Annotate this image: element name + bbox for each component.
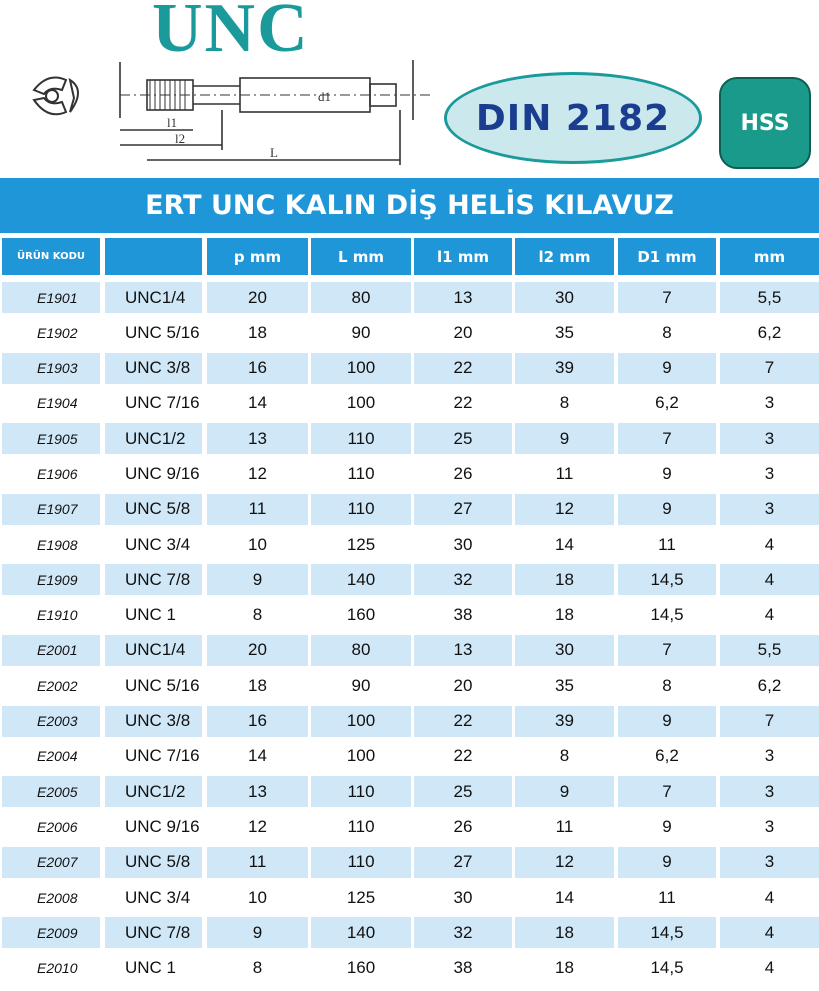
cell-p: 16 (207, 706, 308, 737)
cell-code: E1910 (37, 607, 78, 624)
cell-D1: 11 (658, 534, 676, 554)
cell-mm: 3 (764, 463, 775, 483)
cell-L: 110 (311, 776, 411, 807)
cell-p: 14 (248, 746, 267, 766)
cell-L: 140 (311, 564, 411, 595)
cell-size: UNC 7/16 (125, 393, 200, 413)
header (0, 0, 819, 178)
table-row (0, 739, 819, 774)
product-banner-title: ERT UNC KALIN DİŞ HELİS KILAVUZ (145, 190, 674, 221)
cell-code: E2001 (2, 635, 100, 666)
column-header-size (105, 238, 202, 275)
cell-size: UNC1/2 (105, 423, 202, 454)
cell-l2: 9 (515, 776, 614, 807)
table-row (0, 845, 819, 880)
cell-D1: 9 (618, 494, 716, 525)
cell-D1: 9 (618, 847, 716, 878)
cell-mm: 3 (720, 847, 819, 878)
cell-l2: 9 (515, 423, 614, 454)
cell-mm: 3 (720, 423, 819, 454)
cell-D1: 9 (618, 706, 716, 737)
table-row (0, 421, 819, 456)
cell-L: 125 (346, 534, 376, 554)
cell-l2: 18 (515, 917, 614, 948)
cell-mm: 4 (720, 917, 819, 948)
cell-code: E1902 (37, 324, 78, 341)
cell-size: UNC 7/8 (105, 917, 202, 948)
cell-l2: 30 (515, 282, 614, 313)
cell-size: UNC 3/4 (125, 887, 191, 907)
cell-L: 110 (347, 463, 375, 483)
cell-code: E2008 (37, 889, 78, 906)
cell-l1: 22 (453, 746, 473, 766)
column-header-code: ÜRÜN KODU (2, 238, 100, 275)
cell-size: UNC 1 (125, 958, 177, 978)
cell-L: 110 (311, 847, 411, 878)
cell-L: 110 (311, 494, 411, 525)
table-row (0, 951, 819, 986)
cell-p: 9 (207, 917, 308, 948)
table-row (0, 351, 819, 386)
cell-size: UNC1/4 (105, 635, 202, 666)
cell-l1: 20 (453, 675, 473, 695)
cell-l2: 11 (555, 816, 574, 836)
cell-L: 90 (351, 675, 371, 695)
tap-technical-drawing (0, 40, 440, 180)
cell-mm: 3 (720, 776, 819, 807)
label-l1: l1 (167, 115, 178, 130)
cell-D1: 8 (662, 322, 672, 342)
cell-p: 8 (252, 605, 263, 625)
cell-size: UNC 5/8 (105, 847, 202, 878)
column-header-p: p mm (207, 238, 308, 275)
cell-p: 10 (248, 534, 267, 554)
table-row (0, 668, 819, 703)
table-row (0, 315, 819, 350)
cell-code: E2010 (37, 960, 78, 977)
cell-p: 12 (248, 463, 267, 483)
cell-p: 16 (207, 353, 308, 384)
cell-code: E2004 (37, 748, 78, 765)
cell-code: E1903 (2, 353, 100, 384)
cell-D1: 9 (662, 816, 672, 836)
cell-mm: 4 (764, 887, 775, 907)
cell-l1: 32 (414, 917, 512, 948)
table-row (0, 809, 819, 844)
cell-size: UNC 9/16 (125, 463, 200, 483)
cell-p: 12 (248, 816, 267, 836)
cell-L: 100 (346, 746, 376, 766)
cell-p: 14 (248, 393, 267, 413)
product-table (0, 280, 819, 986)
cell-l2: 14 (555, 534, 574, 554)
cell-l1: 38 (453, 958, 473, 978)
cell-code: E2002 (37, 677, 78, 694)
cell-p: 9 (207, 564, 308, 595)
cell-l1: 30 (453, 887, 473, 907)
cell-l1: 13 (414, 635, 512, 666)
cell-p: 20 (207, 635, 308, 666)
cell-size: UNC 5/16 (125, 322, 200, 342)
cell-code: E1901 (2, 282, 100, 313)
cell-mm: 6,2 (757, 322, 782, 342)
cell-code: E1908 (37, 536, 78, 553)
column-header-l1: l1 mm (414, 238, 512, 275)
column-header-D1: D1 mm (618, 238, 716, 275)
cell-mm: 7 (720, 706, 819, 737)
hss-material-text: HSS (740, 110, 790, 136)
cell-p: 18 (248, 675, 267, 695)
cell-l1: 22 (414, 353, 512, 384)
cell-l2: 18 (555, 605, 574, 625)
cell-code: E1909 (2, 564, 100, 595)
cell-code: E1906 (37, 465, 78, 482)
column-header-mm: mm (720, 238, 819, 275)
cell-code: E1904 (37, 395, 78, 412)
label-L: L (270, 145, 278, 160)
cell-size: UNC 7/16 (125, 746, 200, 766)
cell-D1: 7 (618, 282, 716, 313)
cell-mm: 6,2 (757, 675, 782, 695)
cell-l2: 11 (555, 463, 574, 483)
cell-l1: 22 (414, 706, 512, 737)
cell-mm: 4 (764, 958, 775, 978)
cell-D1: 11 (658, 887, 676, 907)
cell-mm: 5,5 (720, 635, 819, 666)
table-row (0, 598, 819, 633)
cell-p: 18 (248, 322, 267, 342)
table-row (0, 280, 819, 315)
cell-mm: 5,5 (720, 282, 819, 313)
cell-D1: 7 (618, 423, 716, 454)
cell-size: UNC 7/8 (105, 564, 202, 595)
cell-mm: 3 (764, 746, 775, 766)
cell-L: 160 (346, 605, 376, 625)
cell-l1: 26 (453, 463, 473, 483)
cell-l2: 14 (555, 887, 574, 907)
cell-size: UNC 3/4 (125, 534, 191, 554)
cell-l2: 35 (555, 322, 574, 342)
cell-L: 100 (311, 706, 411, 737)
cell-code: E2007 (2, 847, 100, 878)
table-row (0, 492, 819, 527)
cell-l1: 13 (414, 282, 512, 313)
cell-l1: 22 (453, 393, 473, 413)
cell-code: E2009 (2, 917, 100, 948)
cell-l2: 8 (559, 746, 570, 766)
cell-l2: 35 (555, 675, 574, 695)
cell-D1: 6,2 (655, 746, 679, 766)
cell-p: 13 (207, 423, 308, 454)
cell-L: 80 (311, 282, 411, 313)
table-row (0, 527, 819, 562)
cell-mm: 4 (764, 534, 775, 554)
cell-mm: 3 (764, 393, 775, 413)
hss-material-badge (719, 77, 811, 169)
cell-D1: 14,5 (650, 605, 684, 625)
cell-D1: 9 (618, 353, 716, 384)
product-banner (0, 178, 819, 233)
cell-code: E1907 (2, 494, 100, 525)
cell-size: UNC 3/8 (105, 353, 202, 384)
din-standard-text: DIN 2182 (475, 97, 671, 139)
cell-code: E2005 (2, 776, 100, 807)
cell-L: 110 (347, 816, 375, 836)
cell-D1: 9 (662, 463, 672, 483)
cell-p: 20 (207, 282, 308, 313)
cell-l1: 27 (414, 494, 512, 525)
table-row (0, 774, 819, 809)
cell-L: 90 (351, 322, 371, 342)
cell-D1: 14,5 (618, 917, 716, 948)
cell-p: 11 (207, 847, 308, 878)
cell-code: E2003 (2, 706, 100, 737)
table-row (0, 880, 819, 915)
column-header-L: L mm (311, 238, 411, 275)
din-standard-badge (444, 72, 702, 164)
cell-size: UNC1/4 (105, 282, 202, 313)
cell-l1: 38 (453, 605, 473, 625)
unc-title: UNC (152, 0, 310, 67)
table-row (0, 633, 819, 668)
cell-L: 160 (346, 958, 376, 978)
cell-l2: 12 (515, 494, 614, 525)
label-l2: l2 (175, 131, 186, 146)
cell-l2: 8 (559, 393, 570, 413)
cell-l1: 30 (453, 534, 473, 554)
table-row (0, 456, 819, 491)
cell-l2: 39 (515, 706, 614, 737)
cell-size: UNC 9/16 (125, 816, 200, 836)
cell-L: 125 (346, 887, 376, 907)
cell-p: 10 (248, 887, 267, 907)
cell-L: 110 (311, 423, 411, 454)
cell-l2: 30 (515, 635, 614, 666)
cell-D1: 14,5 (618, 564, 716, 595)
cell-L: 100 (346, 393, 376, 413)
table-header (0, 238, 819, 275)
cell-size: UNC 5/16 (125, 675, 200, 695)
cell-L: 140 (311, 917, 411, 948)
table-row (0, 386, 819, 421)
cell-l1: 32 (414, 564, 512, 595)
table-row (0, 562, 819, 597)
cell-D1: 7 (618, 635, 716, 666)
cell-mm: 3 (764, 816, 775, 836)
cell-l2: 39 (515, 353, 614, 384)
label-d1: d1 (318, 89, 331, 104)
cell-size: UNC 1 (125, 605, 177, 625)
cell-D1: 7 (618, 776, 716, 807)
cell-l1: 25 (414, 423, 512, 454)
cell-mm: 3 (720, 494, 819, 525)
cell-l2: 18 (555, 958, 574, 978)
cell-l1: 20 (453, 322, 473, 342)
tap-cross-section-icon (34, 78, 78, 115)
cell-mm: 7 (720, 353, 819, 384)
cell-size: UNC1/2 (105, 776, 202, 807)
cell-code: E1905 (2, 423, 100, 454)
cell-size: UNC 3/8 (105, 706, 202, 737)
cell-l2: 12 (515, 847, 614, 878)
cell-mm: 4 (764, 605, 775, 625)
cell-l1: 25 (414, 776, 512, 807)
cell-mm: 4 (720, 564, 819, 595)
table-row (0, 915, 819, 950)
cell-l1: 26 (453, 816, 473, 836)
cell-code: E2006 (37, 818, 78, 835)
cell-L: 80 (311, 635, 411, 666)
cell-p: 11 (207, 494, 308, 525)
cell-p: 13 (207, 776, 308, 807)
cell-D1: 14,5 (650, 958, 684, 978)
table-row (0, 704, 819, 739)
cell-D1: 6,2 (655, 393, 679, 413)
column-header-l2: l2 mm (515, 238, 614, 275)
cell-l1: 27 (414, 847, 512, 878)
cell-p: 8 (252, 958, 263, 978)
cell-L: 100 (311, 353, 411, 384)
cell-size: UNC 5/8 (105, 494, 202, 525)
cell-D1: 8 (662, 675, 672, 695)
cell-l2: 18 (515, 564, 614, 595)
